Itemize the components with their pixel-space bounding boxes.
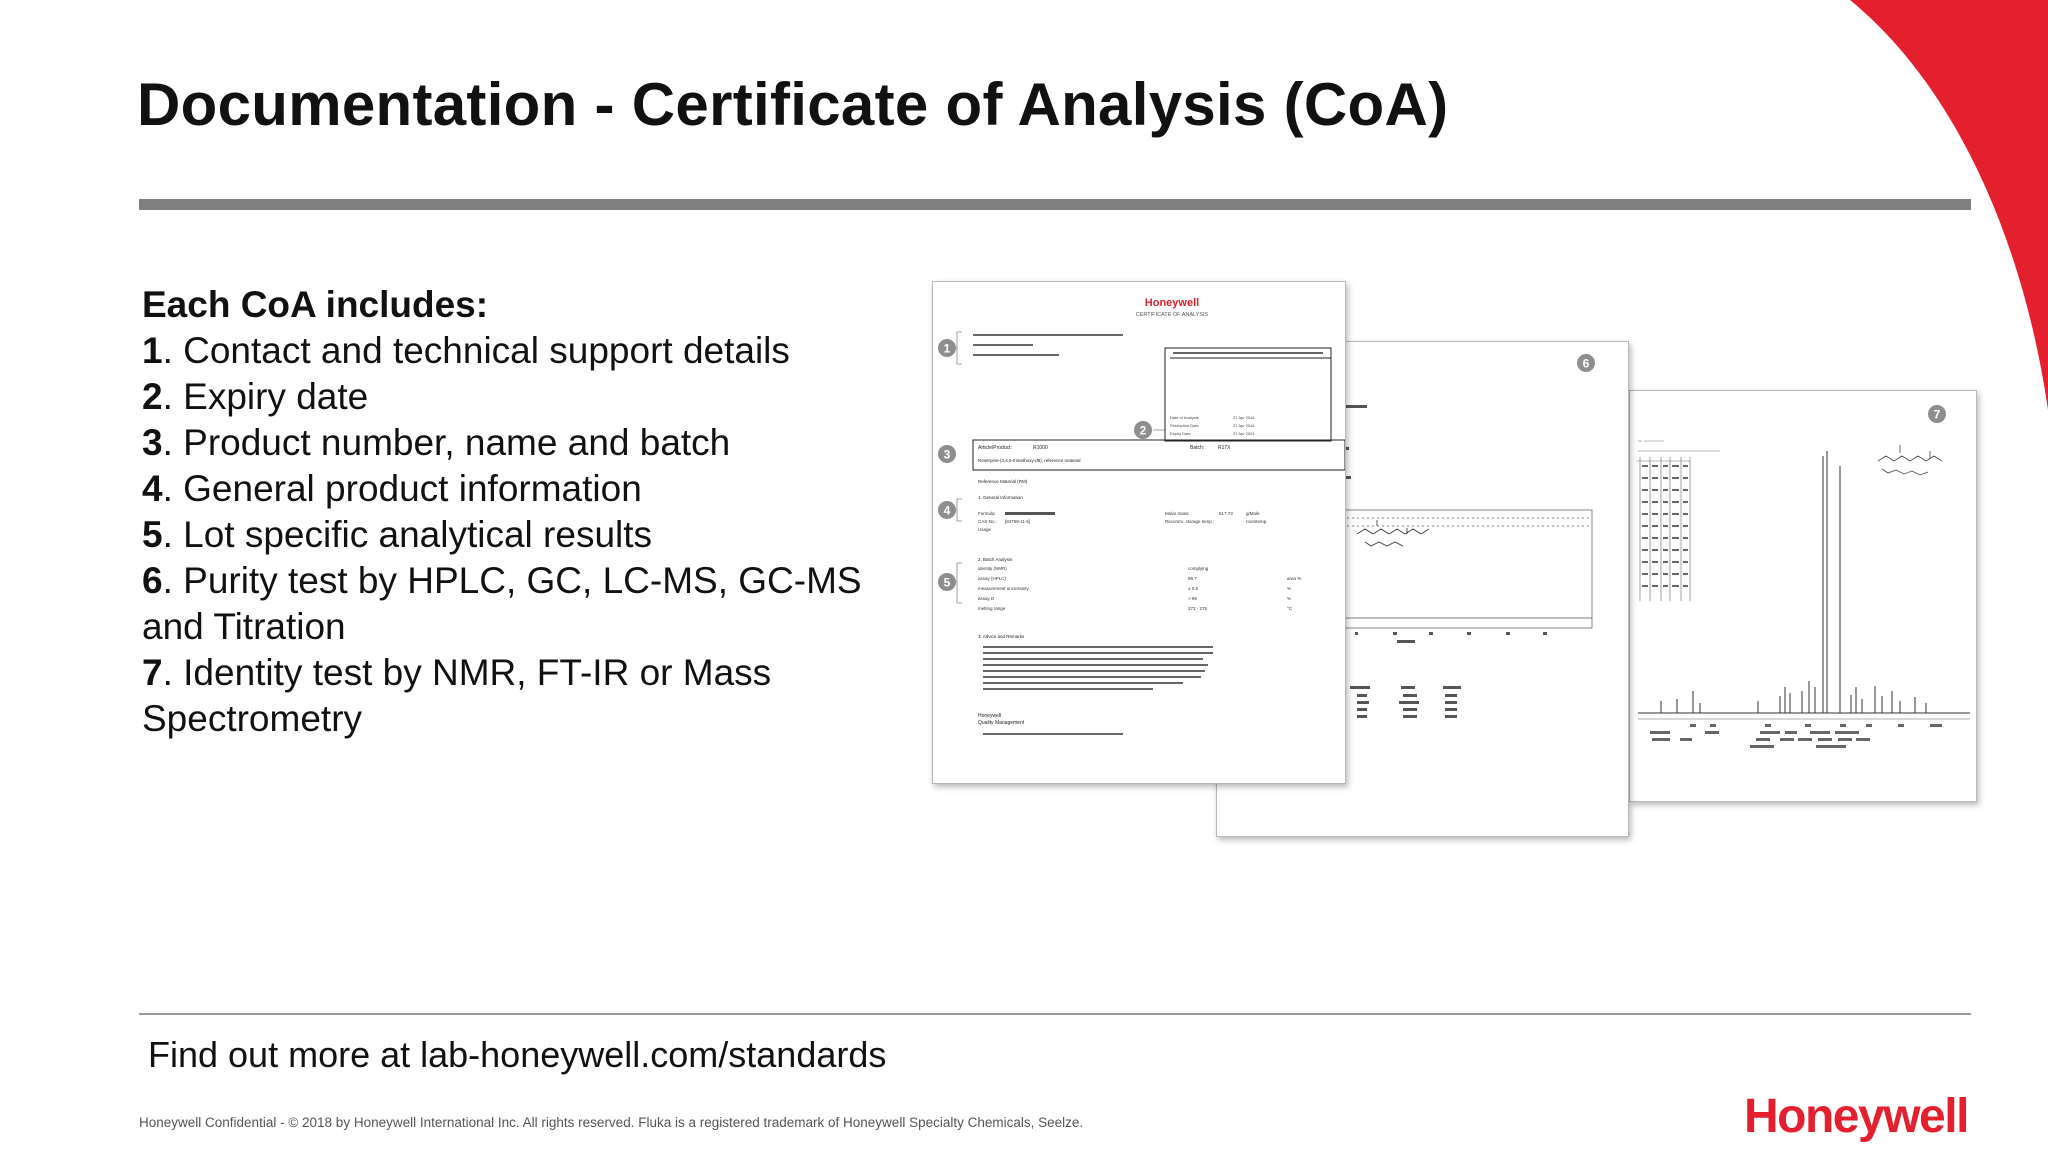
list-heading: Each CoA includes: (142, 284, 489, 325)
signature-company: Honeywell (978, 713, 1002, 719)
date-of-analysis-value: 27 Apr 2016 (1233, 415, 1255, 420)
list-item-number: 1 (142, 330, 163, 371)
reference-material: Reference Material (RM) (978, 479, 1028, 484)
callout-5: 5 (943, 575, 951, 590)
analysis-row-label: assay (HPLC) (978, 576, 1007, 581)
callout-4: 4 (943, 503, 951, 518)
list-item-text: . Lot specific analytical results (162, 514, 653, 555)
signature-department: Quality Management (978, 720, 1025, 726)
list-item-text: . Contact and technical support details (162, 330, 790, 371)
analysis-row-unit: % (1287, 596, 1292, 601)
list-item-3 (142, 420, 922, 466)
list-item-2 (142, 374, 922, 420)
formula-label: Formula: (978, 511, 996, 516)
list-item-number: 6 (142, 560, 163, 601)
cas-label: CAS-No.: (978, 519, 998, 524)
analysis-row-value: > 99 (1188, 596, 1197, 601)
analysis-row-unit: area % (1287, 576, 1302, 581)
list-item-1 (142, 328, 922, 374)
list-item-6 (142, 558, 922, 650)
analysis-row-label: measurement uncertainty (978, 586, 1029, 591)
list-item-5 (142, 512, 922, 558)
batch-value: R17X (1218, 445, 1231, 451)
molar-mass-value: 617.73 (1219, 511, 1233, 516)
title-divider (139, 199, 1971, 210)
batch-label: Batch: (1190, 445, 1205, 451)
coa-brand: Honeywell (1144, 297, 1200, 309)
nmr-spectrum-sheet (1629, 390, 1977, 802)
production-date-value: 27 Apr 2016 (1233, 423, 1255, 428)
analysis-row-label: identity (NMR) (978, 566, 1007, 571)
coa-document-thumbnails (930, 278, 1980, 843)
slide-title: Documentation - Certificate of Analysis (CoA) (137, 71, 1449, 138)
article-value: R1000 (1033, 445, 1048, 451)
callout-7: 7 (1933, 407, 1941, 422)
expiry-date-label: Expiry Date (1170, 431, 1191, 436)
analysis-row-label: assay D (978, 596, 995, 601)
analysis-row-value: 99.7 (1188, 576, 1197, 581)
list-item-number: 4 (142, 468, 163, 509)
list-item-text: . General product information (162, 468, 642, 509)
date-of-analysis-label: Date of Analysis (1170, 415, 1199, 420)
analysis-row-value: complying (1188, 566, 1209, 571)
list-item-text: . Purity test by HPLC, GC, LC-MS, GC-MS and Titration (142, 560, 862, 647)
section-advice: 3. Advice and Remarks (978, 634, 1025, 639)
legal-notice: Honeywell Confidential - © 2018 by Honeywell International Inc. All rights reserved. Fluka is a registered trademark of Honeywell Specialty Chemicals, Seelze. (139, 1115, 1084, 1130)
storage-value: roomtemp. (1246, 519, 1268, 524)
callout-1: 1 (943, 341, 951, 356)
honeywell-logo: Honeywell (1744, 1090, 1968, 1143)
list-item-number: 3 (142, 422, 163, 463)
list-item-number: 7 (142, 652, 163, 693)
molar-mass-label: Molar mass: (1165, 511, 1190, 516)
analysis-row-label: melting range (978, 606, 1006, 611)
list-item-number: 2 (142, 376, 163, 417)
molar-mass-unit: g/Mole (1246, 511, 1260, 516)
find-out-more-text: Find out more at lab-honeywell.com/standards (148, 1034, 887, 1075)
list-item-7 (142, 650, 922, 742)
usage-label: Usage (978, 527, 992, 532)
analysis-row-value: 273 - 275 (1188, 606, 1208, 611)
callout-3: 3 (943, 447, 951, 462)
analysis-row-unit: °C (1287, 606, 1293, 611)
coa-contents-list (142, 282, 922, 742)
expiry-date-value: 27 Apr 2021 (1233, 431, 1255, 436)
footer-divider (139, 1013, 1971, 1015)
callout-6: 6 (1582, 356, 1590, 371)
analysis-row-value: ± 0.5 (1188, 586, 1198, 591)
list-item-text: . Identity test by NMR, FT-IR or Mass Spectrometry (142, 652, 772, 739)
list-item-4 (142, 466, 922, 512)
production-date-label: Production Date (1170, 423, 1199, 428)
analysis-row-unit: % (1287, 586, 1292, 591)
section-batch-analysis: 2. Batch Analysis (978, 557, 1013, 562)
list-item-text: . Product number, name and batch (162, 422, 731, 463)
section-general-info: 1. General Information (978, 495, 1023, 500)
storage-label: Recomm. storage temp.: (1165, 519, 1215, 524)
article-label: Article/Product: (978, 445, 1012, 451)
coa-subtitle: CERTIFICATE OF ANALYSIS (1135, 312, 1209, 318)
list-item-number: 5 (142, 514, 163, 555)
cas-value: [84759-11-5] (1005, 519, 1031, 524)
coa-certificate-sheet (932, 281, 1346, 784)
callout-2: 2 (1139, 423, 1147, 438)
list-item-text: . Expiry date (162, 376, 369, 417)
product-name: Reserpine-(3,4,5-trimethoxy-d9), reference material (978, 458, 1081, 463)
